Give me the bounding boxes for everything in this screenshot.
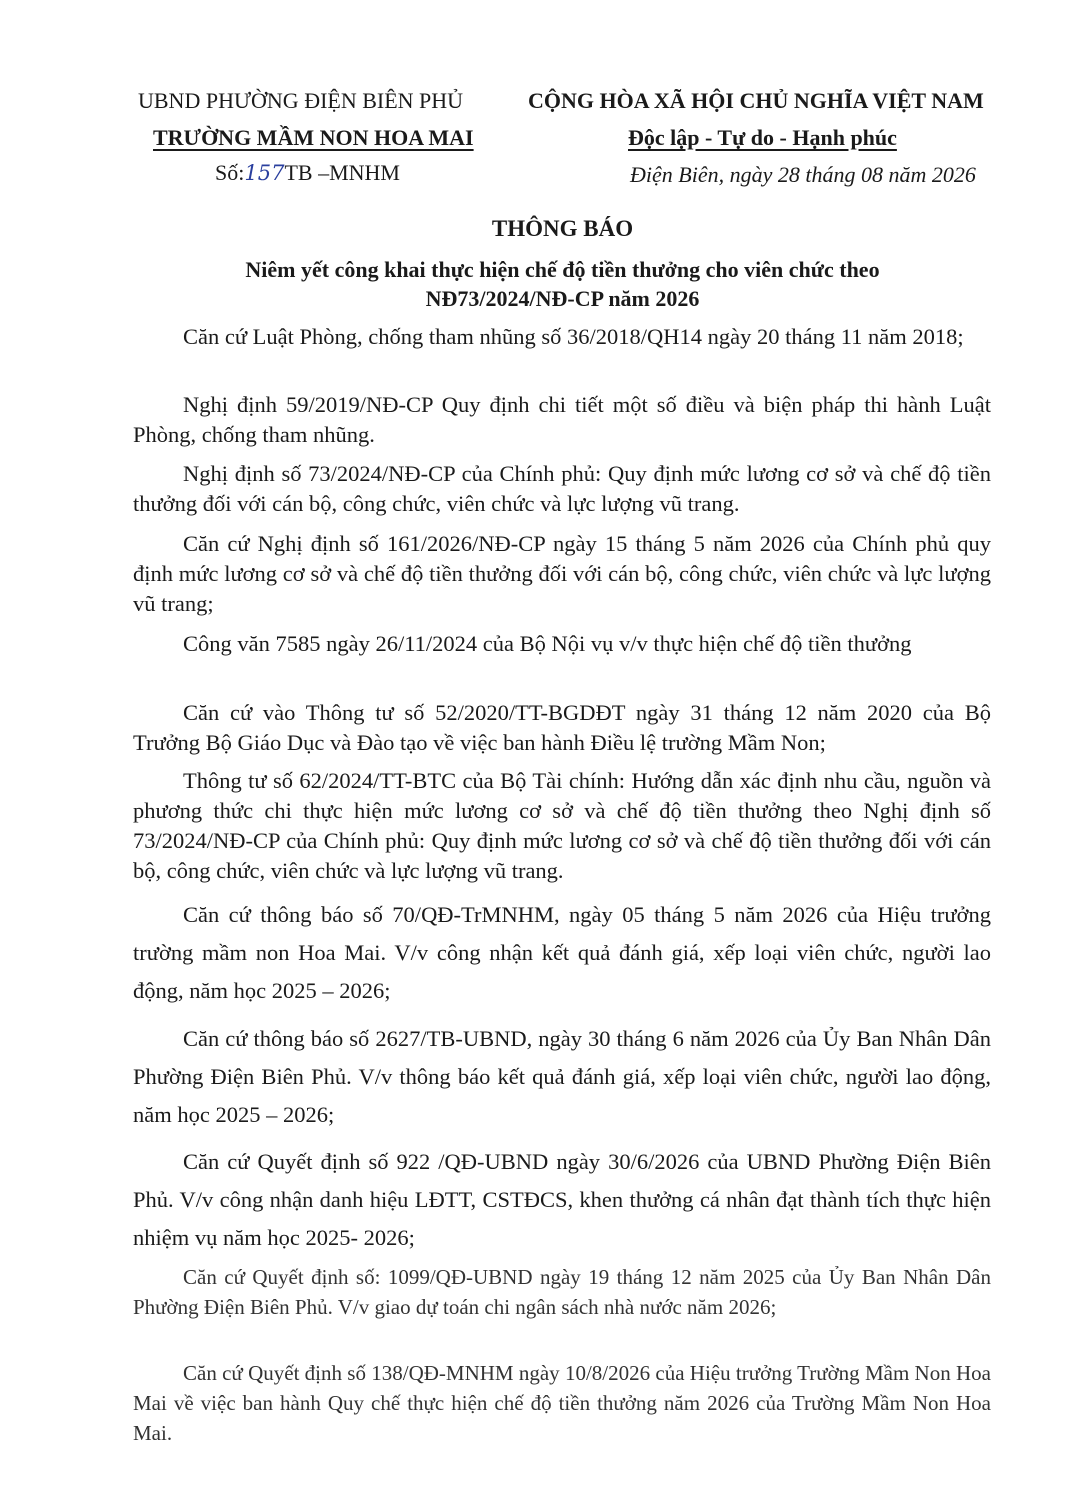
document-subtitle-line2: NĐ73/2024/NĐ-CP năm 2026 <box>425 286 700 311</box>
paragraph-legal-basis-1: Căn cứ Luật Phòng, chống tham nhũng số 36/2018/QH14 ngày 20 tháng 11 năm 2018; <box>183 324 964 349</box>
document-number <box>215 160 400 186</box>
paragraph-legal-basis-4: Căn cứ Nghị định số 161/2026/NĐ-CP ngày 15 tháng 5 năm 2026 của Chính phủ quy định mức lương cơ sở và chế độ tiền thưởng đối với cán bộ, công chức, viên chức và lực lượng vũ trang; <box>133 531 991 616</box>
issuing-authority: UBND PHƯỜNG ĐIỆN BIÊN PHỦ <box>138 88 464 113</box>
paragraph-legal-basis-6: Căn cứ vào Thông tư số 52/2020/TT-BGDĐT ngày 31 tháng 12 năm 2020 của Bộ Trưởng Bộ Giáo Dục và Đào tạo về việc ban hành Điều lệ trường Mầm Non; <box>133 700 991 755</box>
paragraph-legal-basis-7: Thông tư số 62/2024/TT-BTC của Bộ Tài chính: Hướng dẫn xác định nhu cầu, nguồn và phương thức chi thực hiện mức lương cơ sở và chế độ tiền thưởng theo Nghị định số 73/2024/NĐ-CP của Chính phủ: Quy định mức lương cơ sở và chế độ tiền thưởng đối với cán bộ, công chức, viên chức và lực lượng vũ trang. <box>133 768 991 883</box>
place-date: Điện Biên, ngày 28 tháng 08 năm 2026 <box>630 162 976 187</box>
issuing-school <box>153 125 474 151</box>
paragraph-legal-basis-5: Công văn 7585 ngày 26/11/2024 của Bộ Nội vụ v/v thực hiện chế độ tiền thưởng <box>183 631 912 656</box>
paragraph-legal-basis-10: Căn cứ Quyết định số 922 /QĐ-UBND ngày 30/6/2026 của UBND Phường Điện Biên Phủ. V/v công nhận danh hiệu LĐTT, CSTĐCS, khen thưởng cá nhân đạt thành tích thực hiện nhiệm vụ năm học 2025- 2026; <box>133 1149 991 1250</box>
paragraph-legal-basis-3: Nghị định số 73/2024/NĐ-CP của Chính phủ: Quy định mức lương cơ sở và chế độ tiền thưởng đối với cán bộ, công chức, viên chức và lực lượng vũ trang. <box>133 461 991 516</box>
paragraph-legal-basis-12: Căn cứ Quyết định số 138/QĐ-MNHM ngày 10/8/2026 của Hiệu trưởng Trường Mầm Non Hoa Mai về việc ban hành Quy chế thực hiện chế độ tiền thưởng năm 2026 của Trường Mầm Non Hoa Mai. <box>133 1361 991 1445</box>
paragraph-legal-basis-9: Căn cứ thông báo số 2627/TB-UBND, ngày 30 tháng 6 năm 2026 của Ủy Ban Nhân Dân Phường Điện Biên Phủ. V/v thông báo kết quả đánh giá, xếp loại viên chức, người lao động, năm học 2025 – 2026; <box>133 1026 991 1127</box>
document-number-prefix: Số: <box>215 160 245 185</box>
document-subtitle-line1: Niêm yết công khai thực hiện chế độ tiền thưởng cho viên chức theo <box>245 257 880 282</box>
national-title: CỘNG HÒA XÃ HỘI CHỦ NGHĨA VIỆT NAM <box>528 88 984 113</box>
national-motto <box>628 125 897 151</box>
paragraph-legal-basis-11: Căn cứ Quyết định số: 1099/QĐ-UBND ngày 19 tháng 12 năm 2025 của Ủy Ban Nhân Dân Phường Điện Biên Phủ. V/v giao dự toán chi ngân sách nhà nước năm 2026; <box>133 1265 991 1319</box>
document-number-handwritten: 157 <box>244 161 285 185</box>
paragraph-legal-basis-8: Căn cứ thông báo số 70/QĐ-TrMNHM, ngày 05 tháng 5 năm 2026 của Hiệu trưởng trường mầm non Hoa Mai. V/v công nhận kết quả đánh giá, xếp loại viên chức, người lao động, năm học 2025 – 2026; <box>133 902 991 1003</box>
paragraph-legal-basis-2: Nghị định 59/2019/NĐ-CP Quy định chi tiết một số điều và biện pháp thi hành Luật Phòng, chống tham nhũng. <box>133 392 991 447</box>
national-motto-text: Độc lập - Tự do - Hạnh phúc <box>628 125 897 150</box>
document-title: THÔNG BÁO <box>491 216 634 241</box>
issuing-school-name: TRƯỜNG MẦM NON HOA MAI <box>153 125 474 150</box>
document-number-suffix: TB –MNHM <box>284 160 400 185</box>
